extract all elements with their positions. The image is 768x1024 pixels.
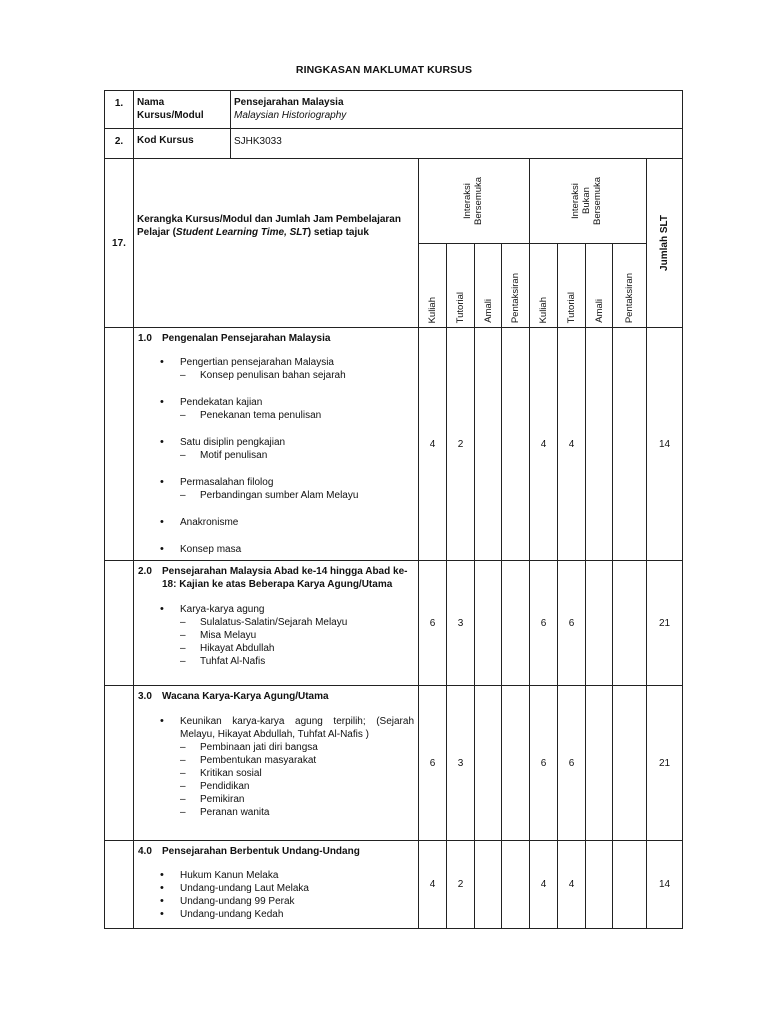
total-hours-cell: 14 [647, 841, 683, 929]
hours-cell [502, 841, 530, 929]
col-label: Kuliah [538, 296, 549, 323]
list-item: • Hukum Kanun Melaka [160, 869, 414, 882]
hours-cell [586, 686, 613, 841]
hours-cell: 4 [530, 841, 558, 929]
topic-content [134, 328, 419, 561]
group-label: Interaksi Bersemuka [462, 176, 484, 226]
hours-cell: 3 [447, 561, 475, 686]
list-item: • Undang-undang 99 Perak [160, 895, 414, 908]
hours-cell: 4 [530, 328, 558, 561]
slt-label-part: ) setiap tajuk [307, 227, 369, 238]
document-title: RINGKASAN MAKLUMAT KURSUS [295, 64, 473, 76]
hours-cell [475, 328, 502, 561]
blank-number-cell [105, 561, 134, 686]
col-label: Tutorial [566, 291, 577, 323]
col-header [419, 244, 447, 328]
topic-title [138, 845, 414, 858]
topic-row [105, 328, 683, 561]
course-name-label: Nama Kursus/Modul [134, 91, 231, 129]
total-slt-header [647, 159, 683, 328]
course-name-value [231, 91, 683, 129]
col-label: Amali [482, 299, 494, 323]
list-item: • Undang-undang Kedah [160, 908, 414, 921]
blank-number-cell [105, 686, 134, 841]
topic-content [134, 686, 419, 841]
topic-content [134, 841, 419, 929]
topic-row [105, 841, 683, 929]
list-item: • Konsep masa [160, 543, 414, 556]
col-label: Pentaksiran [510, 272, 521, 323]
topic-content [134, 561, 419, 686]
sub-item: – Motif penulisan [180, 449, 414, 462]
topic-row [105, 686, 683, 841]
list-item [160, 436, 414, 462]
col-label: Kuliah [427, 296, 438, 323]
topic-number: 1.0 [138, 333, 152, 344]
col-header [502, 244, 530, 328]
col-header [613, 244, 647, 328]
hours-cell [586, 841, 613, 929]
hours-cell: 6 [558, 561, 586, 686]
hours-cell [502, 686, 530, 841]
topic-title [138, 332, 414, 345]
slt-label-part: Kerangka Kursus/Modul dan Jumlah Jam Pembelajaran Pelajar ( [137, 214, 401, 238]
list-item [160, 603, 414, 668]
hours-cell: 6 [419, 686, 447, 841]
course-name-english: Malaysian Historiography [234, 110, 347, 121]
hours-cell: 6 [530, 561, 558, 686]
topic-number: 2.0 [138, 566, 152, 577]
sub-item: – Konsep penulisan bahan sejarah [180, 369, 414, 382]
hours-cell: 6 [419, 561, 447, 686]
total-hours-cell: 14 [647, 328, 683, 561]
hours-cell [586, 561, 613, 686]
hours-cell [502, 561, 530, 686]
course-code-value: SJHK3033 [231, 129, 683, 159]
sub-item: – Pembinaan jati diri bangsa [180, 741, 414, 754]
topic-title-text: Wacana Karya-Karya Agung/Utama [162, 691, 329, 702]
hours-cell [613, 328, 647, 561]
topic-number: 4.0 [138, 846, 152, 857]
col-header [447, 244, 475, 328]
hours-cell: 6 [530, 686, 558, 841]
hours-cell [586, 328, 613, 561]
list-item-text: • Keunikan karya-karya agung terpilih; (Sejarah Melayu, Hikayat Abdullah, Tuhfat Al-Nafis ) [180, 716, 414, 740]
slt-label-italic: Student Learning Time, SLT [175, 227, 308, 238]
total-hours-cell: 21 [647, 686, 683, 841]
sub-item: – Hikayat Abdullah [180, 642, 414, 655]
group-label: Interaksi Bukan Bersemuka [570, 176, 603, 226]
list-item-text: Pendekatan kajian [180, 397, 263, 408]
slt-header-label [134, 159, 419, 328]
list-item [160, 476, 414, 502]
topic-row [105, 561, 683, 686]
hours-cell [475, 686, 502, 841]
row-course-code [105, 129, 683, 159]
row-number: 1. [105, 91, 134, 129]
bullet-list [138, 356, 414, 556]
course-code-label: Kod Kursus [134, 129, 231, 159]
list-item-text: Karya-karya agung [180, 604, 265, 615]
sub-item: – Tuhfat Al-Nafis [180, 655, 414, 668]
hours-cell: 2 [447, 841, 475, 929]
sub-item: – Penekanan tema penulisan [180, 409, 414, 422]
hours-cell [613, 841, 647, 929]
topic-number: 3.0 [138, 691, 152, 702]
sub-item: – Pembentukan masyarakat [180, 754, 414, 767]
total-hours-cell: 21 [647, 561, 683, 686]
topic-title-text: Pengenalan Pensejarahan Malaysia [162, 333, 331, 344]
col-label: Amali [593, 299, 605, 323]
topic-title [138, 565, 414, 591]
col-header [475, 244, 502, 328]
bullet-list [138, 715, 414, 819]
hours-cell [502, 328, 530, 561]
list-item-text: Satu disiplin pengkajian [180, 437, 286, 448]
group-non-face-to-face [530, 159, 647, 244]
sub-item: – Peranan wanita [180, 806, 414, 819]
col-label: Tutorial [455, 291, 466, 323]
row-number: 17. [105, 159, 134, 328]
row-course-name [105, 91, 683, 129]
col-header [558, 244, 586, 328]
row-slt-header [105, 159, 683, 244]
hours-cell: 2 [447, 328, 475, 561]
blank-number-cell [105, 328, 134, 561]
list-item [160, 396, 414, 422]
bullet-list [138, 869, 414, 921]
topic-title-text: Pensejarahan Malaysia Abad ke-14 hingga Abad ke-18: Kajian ke atas Beberapa Karya Agung/Utama [162, 566, 408, 590]
list-item-text: Permasalahan filolog [180, 477, 274, 488]
sub-item: – Pendidikan [180, 780, 414, 793]
col-label: Pentaksiran [624, 272, 635, 323]
sub-item: – Pemikiran [180, 793, 414, 806]
hours-cell [613, 561, 647, 686]
bullet-list [138, 603, 414, 668]
topic-title [138, 690, 414, 703]
list-item-text: Pengertian pensejarahan Malaysia [180, 357, 334, 368]
sub-item: – Misa Melayu [180, 629, 414, 642]
row-number: 2. [105, 129, 134, 159]
group-face-to-face [419, 159, 530, 244]
col-header [530, 244, 558, 328]
list-item [160, 356, 414, 382]
sub-item: – Sulalatus-Salatin/Sejarah Melayu [180, 616, 414, 629]
course-summary-table [104, 90, 683, 929]
hours-cell: 6 [558, 686, 586, 841]
hours-cell [475, 561, 502, 686]
blank-number-cell [105, 841, 134, 929]
hours-cell: 3 [447, 686, 475, 841]
total-slt-label: Jumlah SLT [659, 215, 671, 271]
list-item [160, 715, 414, 819]
hours-cell [475, 841, 502, 929]
hours-cell [613, 686, 647, 841]
list-item: • Undang-undang Laut Melaka [160, 882, 414, 895]
sub-item: – Perbandingan sumber Alam Melayu [180, 489, 414, 502]
course-name-malay: Pensejarahan Malaysia [234, 97, 344, 108]
list-item: • Anakronisme [160, 516, 414, 529]
col-header [586, 244, 613, 328]
hours-cell: 4 [419, 841, 447, 929]
sub-item: – Kritikan sosial [180, 767, 414, 780]
hours-cell: 4 [419, 328, 447, 561]
topic-title-text: Pensejarahan Berbentuk Undang-Undang [162, 846, 360, 857]
hours-cell: 4 [558, 841, 586, 929]
hours-cell: 4 [558, 328, 586, 561]
